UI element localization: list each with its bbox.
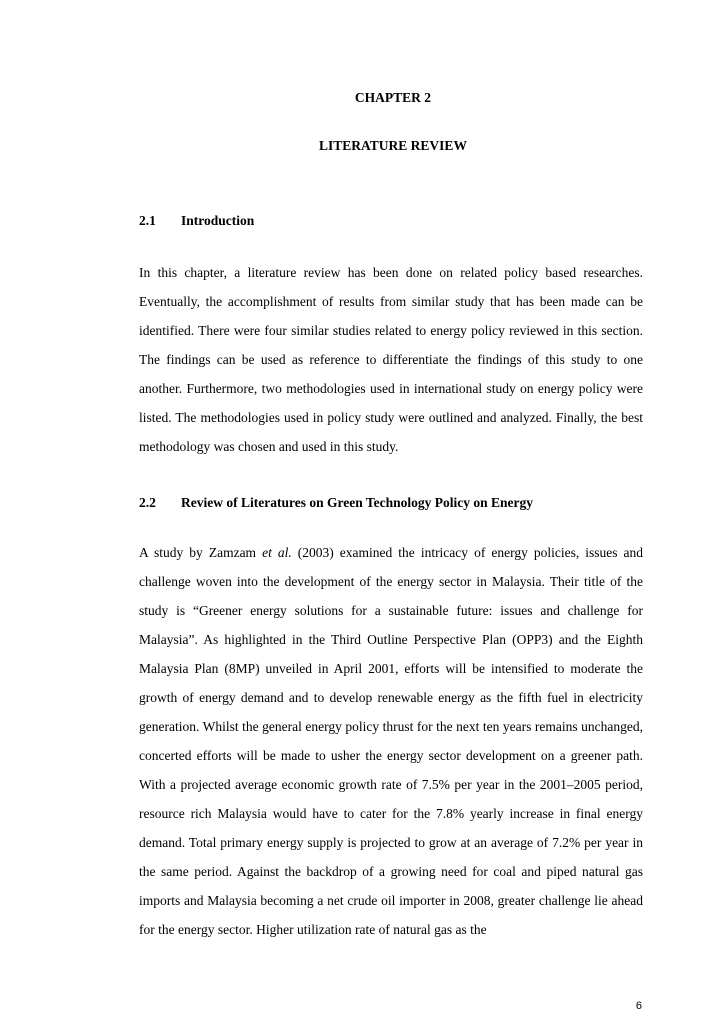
paragraph-text-rest: (2003) examined the intricacy of energy policies, issues and challenge woven into the development of the energy sector in Malaysia. Their title of the study is “Greener energy solutions for a sustainable future: issues and challenge for Malaysia”. As highlighted in the Third Outline Perspective Plan (OPP3) and the Eighth Malaysia Plan (8MP) unveiled in April 2001, efforts will be intensified to moderate the growth of energy demand and to develop renewable energy as the fifth fuel in electricity generation. Whilst the general energy policy thrust for the next ten years remains unchanged, concerted efforts will be made to usher the energy sector development on a greener path. With a projected average economic growth rate of 7.5% per year in the 2001–2005 period, resource rich Malaysia would have to cater for the 7.8% yearly increase in final energy demand. Total primary energy supply is projected to grow at an average of 7.2% per year in the same period. Against the backdrop of a growing need for coal and piped natural gas imports and Malaysia becoming a net crude oil importer in 2008, greater challenge lie ahead for the energy sector. Higher utilization rate of natural gas as the bbox=[139, 545, 644, 937]
page-number: 6 bbox=[635, 1000, 642, 1012]
section-heading-introduction bbox=[139, 213, 254, 229]
chapter-title: LITERATURE REVIEW bbox=[319, 138, 467, 153]
review-paragraph bbox=[139, 538, 643, 944]
section-number: 2.2 bbox=[139, 495, 156, 510]
italic-citation: et al. bbox=[262, 545, 292, 560]
section-title: Review of Literatures on Green Technology Policy on Energy bbox=[181, 495, 533, 510]
chapter-label: CHAPTER 2 bbox=[354, 90, 432, 105]
section-title: Introduction bbox=[181, 213, 255, 228]
section-number: 2.1 bbox=[139, 213, 156, 228]
section-heading-review bbox=[139, 495, 533, 511]
introduction-paragraph: In this chapter, a literature review has been done on related policy based researches. Eventually, the accomplishment of results from similar study that has been made can be identified. There were four similar studies related to energy policy reviewed in this section. The findings can be used as reference to differentiate the findings of this study to one another. Furthermore, two methodologies used in international study on energy policy were listed. The methodologies used in policy study were outlined and analyzed. Finally, the best methodology was chosen and used in this study. bbox=[139, 265, 643, 454]
paragraph-text-start: A study by Zamzam bbox=[139, 545, 263, 560]
